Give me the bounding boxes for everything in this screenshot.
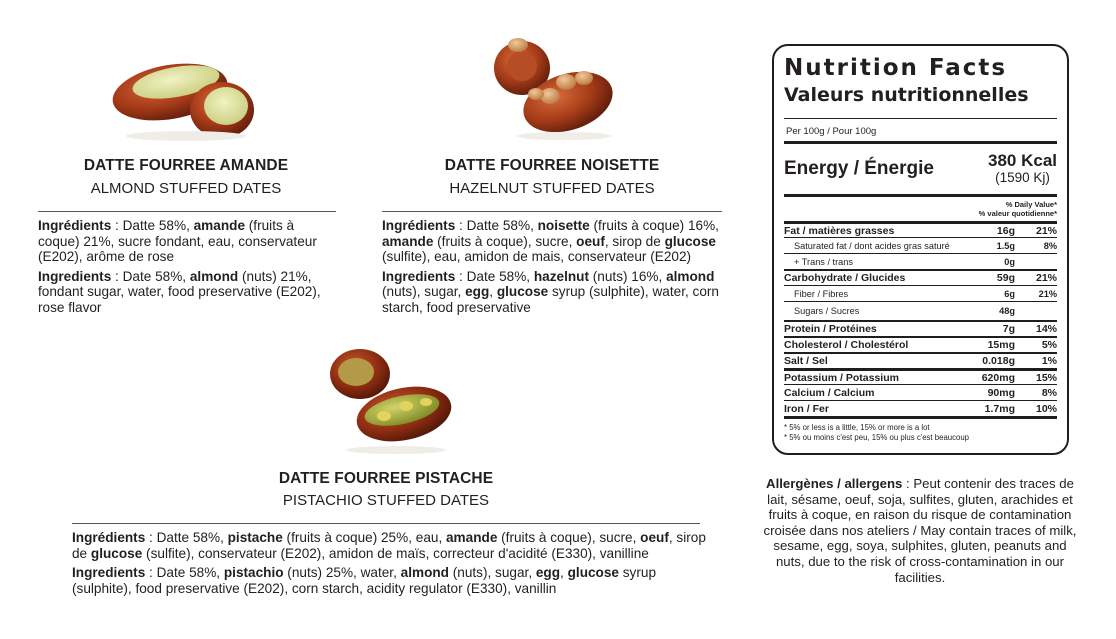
footnote-fr: * 5% ou moins c'est peu, 15% ou plus c'est beaucoup xyxy=(784,433,970,442)
nutrient-amount: 1.7mg xyxy=(984,402,1015,415)
nutrient-daily-value: 5% xyxy=(1041,339,1057,351)
nutrient-row xyxy=(784,269,1057,285)
hazelnut-ingredients xyxy=(382,218,724,320)
nutrient-label: Protein / Protéines xyxy=(784,323,877,335)
hazelnut-subtitle: HAZELNUT STUFFED DATES xyxy=(449,180,655,197)
allergens-notice xyxy=(760,476,1080,585)
nutrient-row xyxy=(784,285,1057,301)
pistachio-ingredients xyxy=(72,530,708,600)
nutrient-amount: 6g xyxy=(1004,288,1015,299)
nutrient-row xyxy=(784,336,1057,352)
allergen-word: egg xyxy=(535,565,561,581)
nutrient-label: Sugars / Sucres xyxy=(794,306,860,316)
energy-kj: (1590 Kj) xyxy=(995,170,1050,185)
ingredient-text: (nuts) 25%, water, xyxy=(283,565,401,581)
hazelnut-divider xyxy=(382,211,722,212)
ingredient-text: , xyxy=(560,565,568,581)
ingredient-text: : Date 58%, xyxy=(111,268,190,284)
energy-values xyxy=(988,152,1057,186)
ingredient-text: (nuts), sugar, xyxy=(382,284,466,300)
pistachio-title: DATTE FOURREE PISTACHE xyxy=(278,470,494,487)
ingredient-text: (fruits à coque) 21%, sucre fondant, eau, conservateur (E202), arôme de rose xyxy=(38,218,317,265)
ingredient-text: (sulfite), conservateur (E202), amidon de maïs, correcteur d'acidité (E330), vanilline xyxy=(142,545,649,561)
nutrient-amount: 90mg xyxy=(987,386,1015,399)
daily-value-header-fr: % valeur quotidienne* xyxy=(978,209,1057,218)
footnote-en: * 5% or less is a little, 15% or more is a lot xyxy=(784,423,930,432)
nutrient-daily-value: 1% xyxy=(1041,355,1057,367)
almond-divider xyxy=(38,211,336,212)
serving-size: Per 100g / Pour 100g xyxy=(786,126,877,137)
almond-date-image xyxy=(106,48,260,144)
ingredient-text: (fruits à coque), sucre, xyxy=(497,530,641,545)
nutrient-amount: 48g xyxy=(999,306,1015,316)
energy-label: Energy / Énergie xyxy=(784,158,934,179)
nutrient-label: Potassium / Potassium xyxy=(784,371,899,384)
nutrient-row xyxy=(784,368,1057,384)
hazelnut-date-image xyxy=(488,36,618,140)
ingredient-text: , sirop de xyxy=(72,530,706,561)
nutrient-label: + Trans / trans xyxy=(794,256,853,267)
nutrient-label: Calcium / Calcium xyxy=(784,386,875,399)
nutrient-daily-value: 14% xyxy=(1035,323,1057,335)
allergen-word: pistachio xyxy=(223,565,284,581)
nutrient-label: Fiber / Fibres xyxy=(794,288,849,299)
nutrient-amount: 59g xyxy=(996,272,1015,284)
nutrient-daily-value: 8% xyxy=(1041,386,1057,399)
hazelnut-title: DATTE FOURREE NOISETTE xyxy=(444,157,660,174)
allergen-word: oeuf xyxy=(640,530,669,545)
nutrient-daily-value: 21% xyxy=(1035,224,1057,237)
hazelnut-ingredients-fr: Ingrédients : Datte 58%, noisette (fruits à coque) 16%, amande (fruits à coque), sucre, oeuf, sirop de glucose (sulfite), eau, amidon de mais, conservateur (E202) xyxy=(382,218,719,265)
almond-ingredients xyxy=(38,218,336,320)
allergen-word: amande xyxy=(446,530,498,545)
nutrient-row xyxy=(784,221,1057,237)
ingredient-text: , xyxy=(489,284,497,300)
pistachio-ingredients-en: Ingredients : Date 58%, pistachio (nuts) 25%, water, almond (nuts), sugar, egg, glucose syrup (sulphite), food preservative (E202), corn starch, acidity regulator (E330), vanillin xyxy=(72,565,657,596)
allergen-word: glucose xyxy=(496,284,549,300)
nutrient-amount: 7g xyxy=(1002,323,1015,335)
pistachio-ingredients-fr: Ingrédients : Datte 58%, pistache (fruits à coque) 25%, eau, amande (fruits à coque), sucre, oeuf, sirop de glucose (sulfite), conservateur (E202), amidon de maïs, correcteur d'acidité (E330), vanilline xyxy=(72,530,706,561)
nutrient-label: Saturated fat / dont acides gras saturé xyxy=(794,240,950,251)
allergen-word: hazelnut xyxy=(533,268,589,284)
pistachio-date-image xyxy=(326,344,454,456)
nutrient-amount: 0g xyxy=(1004,256,1015,267)
allergen-word: almond xyxy=(400,565,449,581)
ingredient-text: (nuts) 16%, xyxy=(589,268,667,284)
nutrient-row xyxy=(784,320,1057,336)
allergen-word: oeuf xyxy=(576,233,605,249)
nutrient-amount: 15mg xyxy=(987,339,1015,351)
nutrient-row xyxy=(784,301,1057,320)
ingredient-text: , sirop de xyxy=(604,233,665,249)
allergen-word: almond xyxy=(666,268,715,284)
nutrient-label: Cholesterol / Cholestérol xyxy=(784,339,909,351)
ingredient-text: : Datte 58%, xyxy=(111,218,194,233)
nutrient-label: Fat / matières grasses xyxy=(784,224,895,237)
ingredient-text: (sulfite), eau, amidon de mais, conservateur (E202) xyxy=(382,249,692,265)
allergen-word: glucose xyxy=(664,233,716,249)
nutrient-label: Salt / Sel xyxy=(784,355,828,367)
pistachio-subtitle: PISTACHIO STUFFED DATES xyxy=(282,492,490,509)
allergens-text: : Peut contenir des traces de lait, sésame, oeuf, soja, sulfites, gluten, arachides et fruits à coque, en raison du risque de contamination croisée dans nos ateliers / May contain traces of milk, sesame, egg, soya, sulphites, gluten, peanuts and nuts, due to the risk of cross-contamination in our facilities. xyxy=(763,476,1077,585)
nutrition-facts-panel xyxy=(772,44,1069,455)
nutrient-row xyxy=(784,253,1057,269)
nutrient-amount: 620mg xyxy=(981,371,1015,384)
ingredient-text: (fruits à coque) 16%, xyxy=(589,218,719,233)
nutrient-amount: 0.018g xyxy=(982,355,1015,367)
ingredient-text: : Date 58%, xyxy=(145,565,224,581)
nutrition-title: Nutrition Facts xyxy=(784,55,1008,81)
nutrient-daily-value: 8% xyxy=(1043,240,1057,251)
nutrition-subtitle: Valeurs nutritionnelles xyxy=(784,84,1029,106)
allergen-word: egg xyxy=(465,284,490,300)
nutrient-daily-value: 21% xyxy=(1035,272,1057,284)
allergen-word: amande xyxy=(193,218,245,233)
allergen-word: pistache xyxy=(227,530,283,545)
ingredient-text: (nuts), sugar, xyxy=(448,565,536,581)
energy-kcal: 380 Kcal xyxy=(988,151,1057,170)
ingredient-text: : Date 58%, xyxy=(455,268,534,284)
allergen-word: glucose xyxy=(567,565,619,581)
almond-ingredients-en: Ingredients : Date 58%, almond (nuts) 21%, fondant sugar, water, food preservative (E202), rose flavor xyxy=(38,268,321,315)
allergens-label: Allergènes / allergens xyxy=(766,476,903,491)
ingredient-text: (fruits à coque) 25%, eau, xyxy=(282,530,446,545)
nutrient-daily-value: 10% xyxy=(1035,402,1057,415)
ingredient-text: syrup (sulphite), water, corn starch, food preservative xyxy=(382,284,719,315)
nutrient-row xyxy=(784,400,1057,416)
almond-ingredients-fr: Ingrédients : Datte 58%, amande (fruits à coque) 21%, sucre fondant, eau, conservateur (E202), arôme de rose xyxy=(38,218,317,265)
allergen-word: amande xyxy=(382,233,434,249)
nutrient-amount: 1.5g xyxy=(996,240,1015,251)
daily-value-header-en: % Daily Value* xyxy=(1005,200,1057,209)
nutrient-amount: 16g xyxy=(996,224,1015,237)
nutrient-daily-value: 15% xyxy=(1035,371,1057,384)
nutrient-row xyxy=(784,384,1057,400)
nutrient-label: Carbohydrate / Glucides xyxy=(784,272,906,284)
nutrient-row xyxy=(784,237,1057,253)
ingredient-text: : Datte 58%, xyxy=(455,218,538,233)
ingredient-text: : Datte 58%, xyxy=(145,530,228,545)
allergen-word: almond xyxy=(189,268,239,284)
pistachio-divider xyxy=(72,523,700,524)
ingredient-text: (nuts) 21%, fondant sugar, water, food preservative (E202), rose flavor xyxy=(38,268,321,315)
daily-value-header xyxy=(784,197,1057,221)
almond-title: DATTE FOURREE AMANDE xyxy=(83,157,289,174)
nutrient-rows xyxy=(784,221,1057,416)
ingredient-text: syrup (sulphite), food preservative (E202), corn starch, acidity regulator (E330), vanillin xyxy=(72,565,657,596)
allergen-word: glucose xyxy=(90,545,143,561)
allergen-word: noisette xyxy=(537,218,590,233)
hazelnut-ingredients-en: Ingredients : Date 58%, hazelnut (nuts) 16%, almond (nuts), sugar, egg, glucose syrup (sulphite), water, corn starch, food preservative xyxy=(382,268,719,315)
nutrient-daily-value: 21% xyxy=(1038,288,1057,299)
ingredient-text: (fruits à coque), sucre, xyxy=(433,233,577,249)
nutrient-row xyxy=(784,352,1057,368)
nutrient-label: Iron / Fer xyxy=(784,402,829,415)
energy-row xyxy=(784,144,1057,194)
nutrition-footnote xyxy=(784,419,1057,443)
almond-subtitle: ALMOND STUFFED DATES xyxy=(90,180,282,197)
